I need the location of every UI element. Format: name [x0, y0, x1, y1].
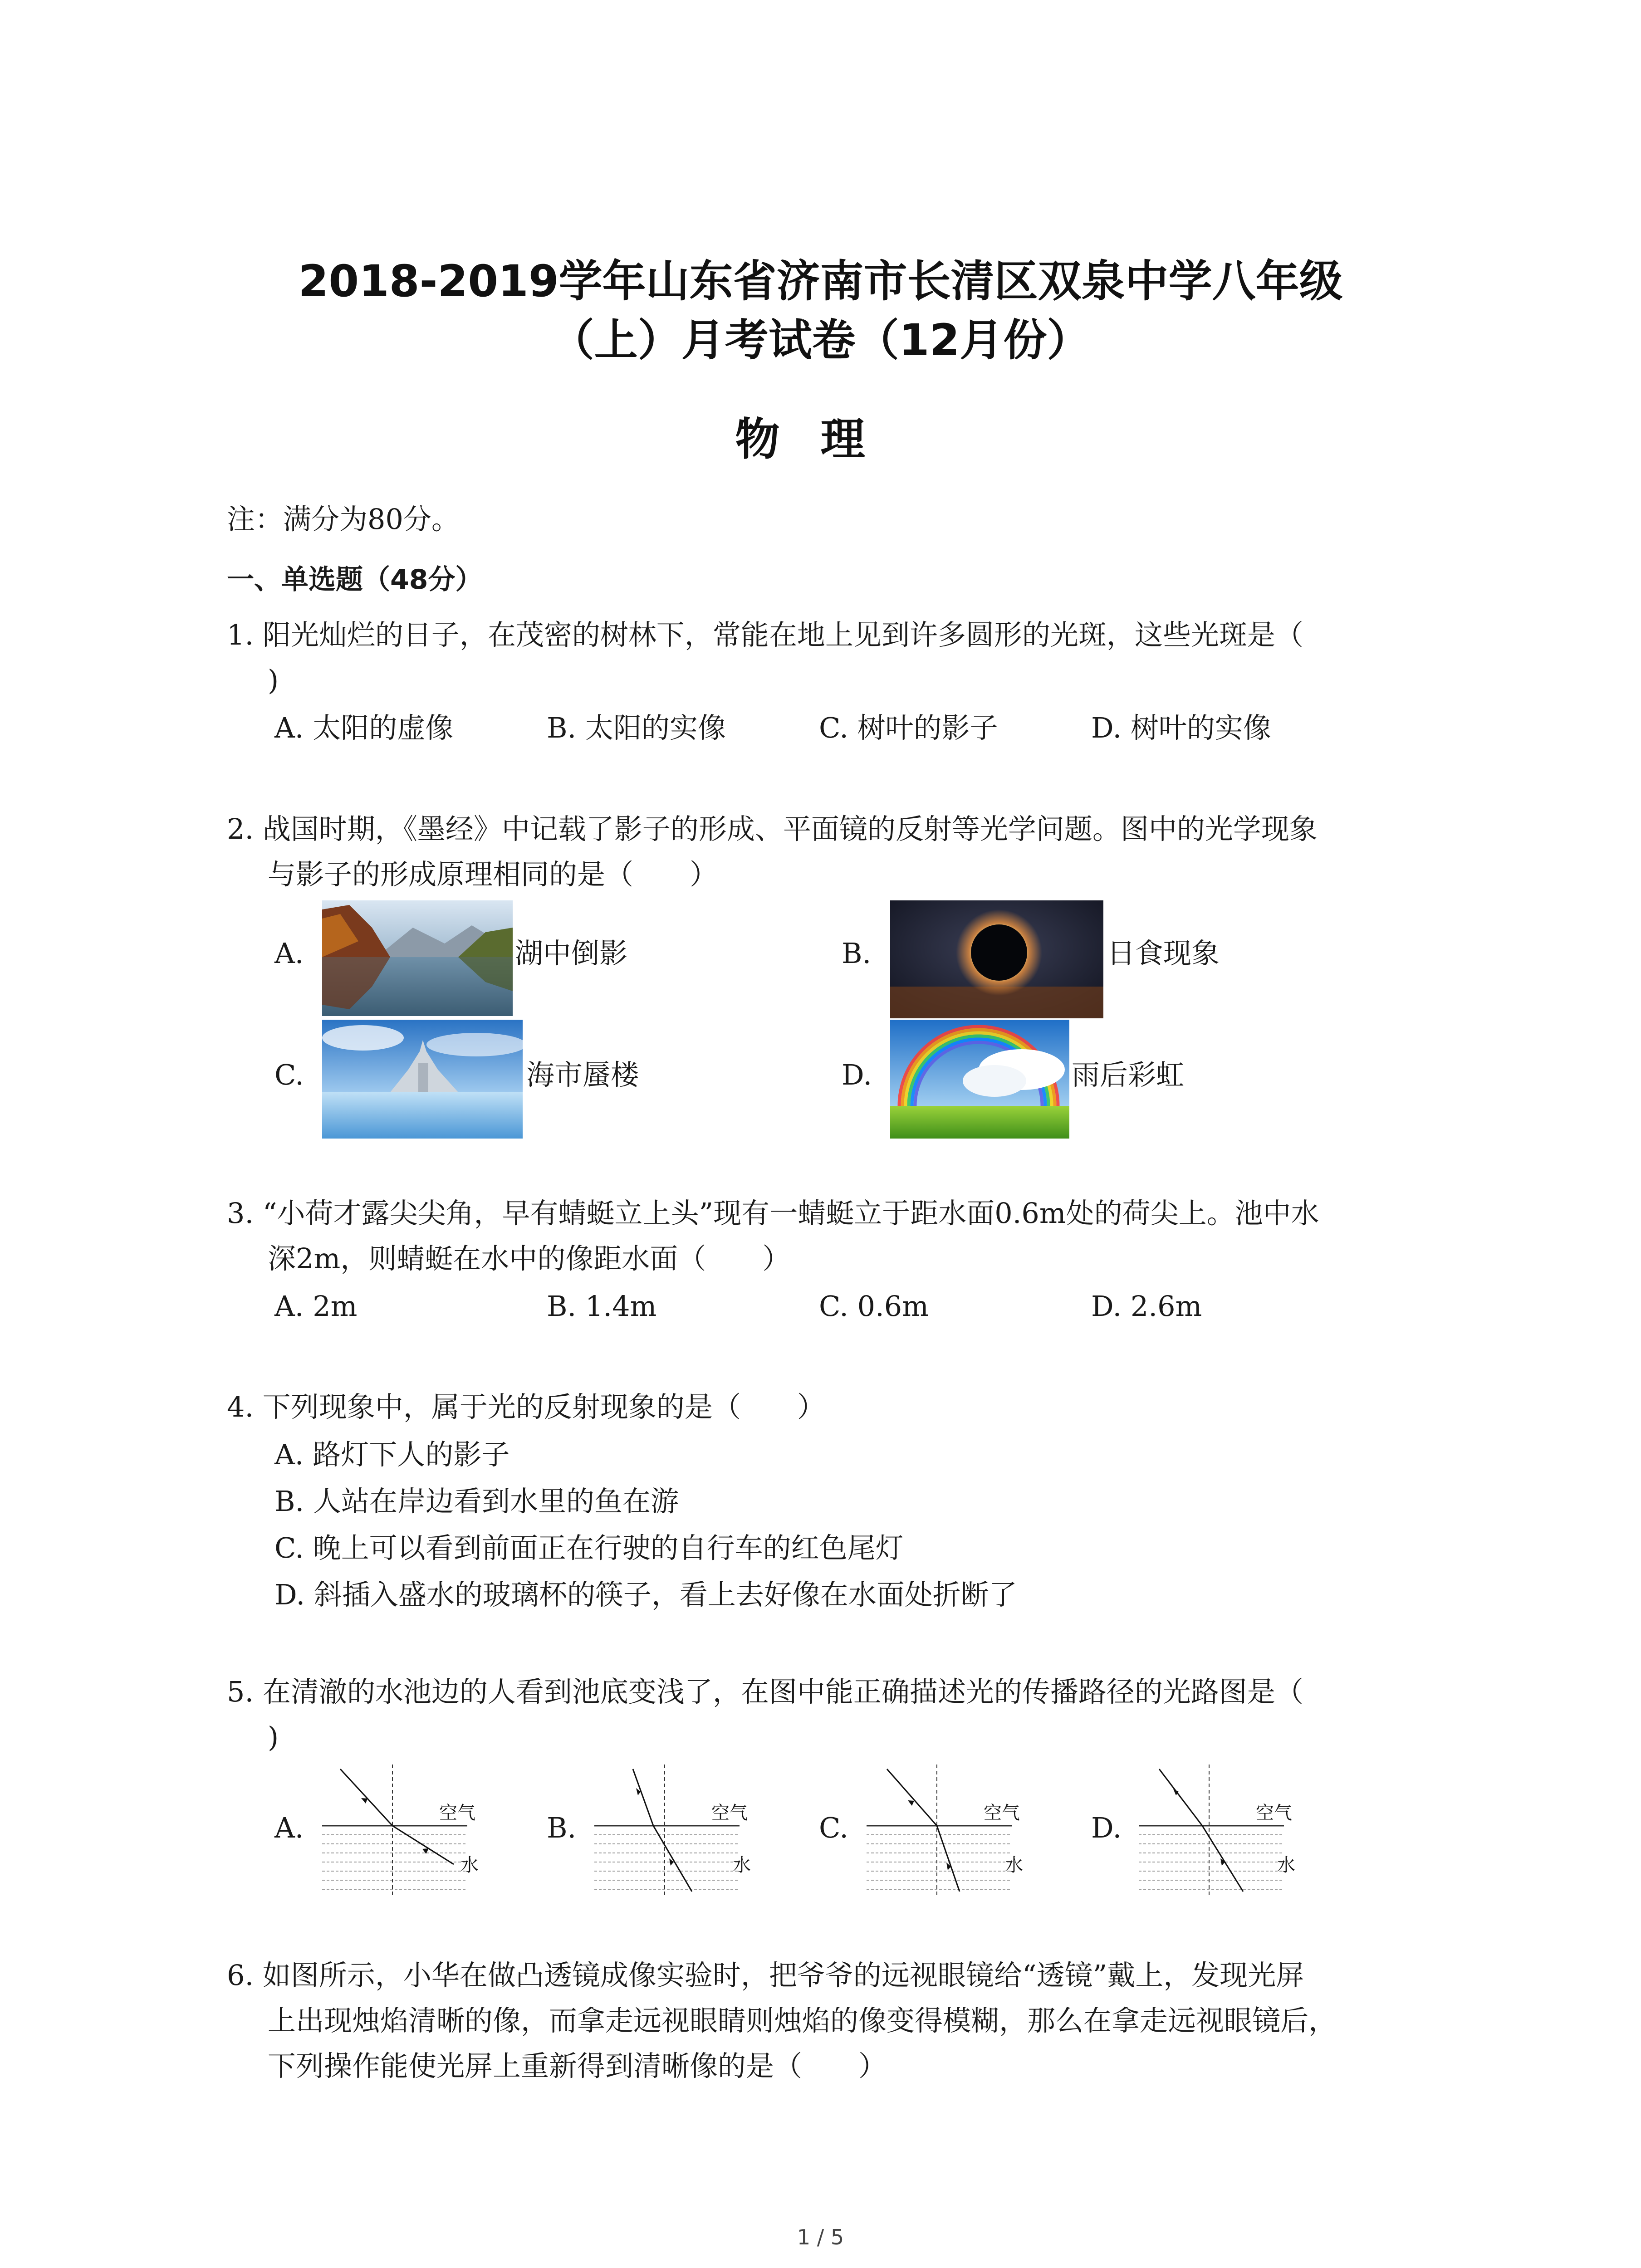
- question-text: 3. “小荷才露尖尖角，早有蜻蜓立上头”现有一蜻蜓立于距水面0.6m处的荷尖上。池中水: [227, 1197, 1319, 1230]
- water-label: 水: [733, 1855, 751, 1876]
- question-text: 与影子的形成原理相同的是（ ）: [268, 858, 718, 891]
- air-label: 空气: [984, 1803, 1020, 1823]
- option-a-letter[interactable]: A.: [274, 937, 304, 970]
- question-text: 2. 战国时期，《墨经》中记载了影子的形成、平面镜的反射等光学问题。图中的光学现象: [227, 812, 1318, 846]
- option-b-label: 日食现象: [1107, 937, 1220, 970]
- question-text: 1. 阳光灿烂的日子，在茂密的树林下，常能在地上见到许多圆形的光斑，这些光斑是（: [227, 618, 1303, 651]
- option-a-label: 湖中倒影: [515, 937, 628, 970]
- question-text: 深2m，则蜻蜓在水中的像距水面（ ）: [268, 1242, 791, 1275]
- option-d[interactable]: D. 树叶的实像: [1091, 711, 1271, 744]
- air-label: 空气: [711, 1803, 748, 1823]
- option-b[interactable]: B. 人站在岸边看到水里的鱼在游: [274, 1485, 679, 1518]
- rainbow-photo[interactable]: [890, 1020, 1069, 1139]
- option-d-letter[interactable]: D.: [1091, 1811, 1122, 1844]
- mirage-photo[interactable]: [322, 1020, 523, 1139]
- question-text: 6. 如图所示，小华在做凸透镜成像实验时，把爷爷的远视眼镜给“透镜”戴上，发现光屏: [227, 1959, 1304, 1992]
- water-label: 水: [460, 1855, 479, 1876]
- option-b-letter[interactable]: B.: [842, 937, 872, 970]
- option-a[interactable]: A. 2m: [274, 1290, 358, 1323]
- option-c[interactable]: C. 晚上可以看到前面正在行驶的自行车的红色尾灯: [274, 1531, 904, 1564]
- page-number: 1 / 5: [797, 2225, 844, 2249]
- option-d-letter[interactable]: D.: [842, 1058, 872, 1091]
- option-c-letter[interactable]: C.: [819, 1811, 848, 1844]
- option-d[interactable]: D. 斜插入盛水的玻璃杯的筷子，看上去好像在水面处折断了: [274, 1578, 1017, 1611]
- option-a-letter[interactable]: A.: [274, 1811, 304, 1844]
- option-c[interactable]: C. 树叶的影子: [819, 711, 998, 744]
- option-c-letter[interactable]: C.: [274, 1058, 304, 1091]
- score-note: 注：满分为80分。: [227, 503, 460, 536]
- option-b[interactable]: B. 太阳的实像: [547, 711, 726, 744]
- air-label: 空气: [439, 1803, 475, 1823]
- water-label: 水: [1005, 1855, 1023, 1876]
- title-line-1: 2018-2019学年山东省济南市长清区双泉中学八年级: [298, 256, 1343, 307]
- light-path-diagram-b[interactable]: [590, 1760, 762, 1905]
- water-label: 水: [1277, 1855, 1295, 1876]
- light-path-diagram-c[interactable]: [862, 1760, 1034, 1905]
- option-d-label: 雨后彩虹: [1072, 1058, 1185, 1091]
- option-c-label: 海市蜃楼: [526, 1058, 639, 1091]
- question-text: ): [268, 1721, 279, 1754]
- question-text: 下列操作能使光屏上重新得到清晰像的是（ ）: [268, 2049, 887, 2082]
- option-c[interactable]: C. 0.6m: [819, 1290, 929, 1323]
- option-b-letter[interactable]: B.: [547, 1811, 577, 1844]
- section-heading: 一、单选题（48分）: [227, 564, 483, 596]
- question-text: 上出现烛焰清晰的像，而拿走远视眼睛则烛焰的像变得模糊，那么在拿走远视眼镜后，: [268, 2004, 1337, 2037]
- option-a[interactable]: A. 太阳的虚像: [274, 711, 454, 744]
- option-d[interactable]: D. 2.6m: [1091, 1290, 1202, 1323]
- question-text: 4. 下列现象中，属于光的反射现象的是（ ）: [227, 1390, 825, 1423]
- option-a[interactable]: A. 路灯下人的影子: [274, 1438, 510, 1471]
- option-b[interactable]: B. 1.4m: [547, 1290, 657, 1323]
- question-text: 5. 在清澈的水池边的人看到池底变浅了，在图中能正确描述光的传播路径的光路图是（: [227, 1675, 1303, 1708]
- question-text: ): [268, 664, 279, 697]
- lake-reflection-photo[interactable]: [322, 900, 513, 1016]
- light-path-diagram-d[interactable]: [1134, 1760, 1307, 1905]
- title-line-2: （上）月考试卷（12月份）: [550, 315, 1091, 366]
- subject-title: 物理: [735, 414, 906, 465]
- air-label: 空气: [1256, 1803, 1292, 1823]
- light-path-diagram-a[interactable]: [318, 1760, 490, 1905]
- solar-eclipse-photo[interactable]: [890, 900, 1103, 1018]
